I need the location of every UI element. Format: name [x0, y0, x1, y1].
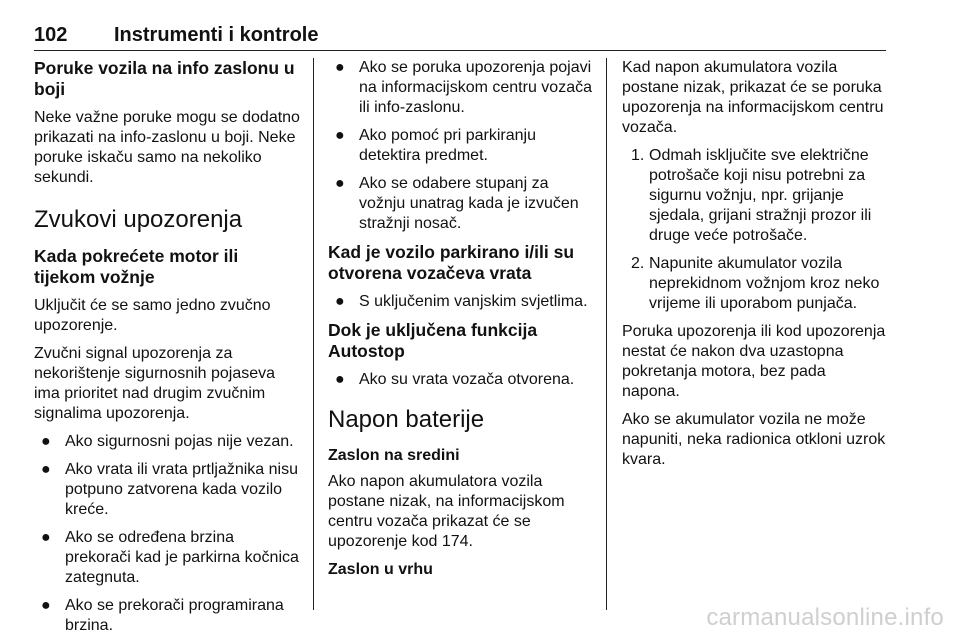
- page-header: [34, 10, 886, 51]
- bullet-icon: ●: [41, 461, 51, 478]
- paragraph-zvucni-signal: Zvučni signal upozorenja za nekorištenje sigurnosnih pojaseva ima prioritet nad drugim zvučnim signalima upozorenja.: [34, 345, 276, 422]
- bullet-list-parkirano: [328, 292, 592, 312]
- paragraph-zaslon-sredini: Ako napon akumulatora vozila postane nizak, na informacijskom centru vozača prikazat će se upozorenje kod 174.: [328, 473, 565, 550]
- list-item: [328, 58, 592, 118]
- step-number: 2.: [631, 255, 645, 272]
- column-1: [34, 58, 300, 644]
- list-item-text: Ako su vrata vozača otvorena.: [359, 371, 575, 388]
- heading-zaslon-vrhu: Zaslon u vrhu: [328, 561, 433, 578]
- heading-autostop: Dok je uključena funkcija Autostop: [328, 320, 538, 361]
- list-item: [34, 460, 300, 520]
- numbered-list: [622, 146, 886, 314]
- list-item-text: Ako se prekorači programirana brzina.: [65, 597, 284, 634]
- list-item: [34, 596, 300, 636]
- list-item-text: Napunite akumulator vozila neprekidnom vožnjom kroz neko vrijeme ili uporabom punjača.: [649, 255, 880, 312]
- watermark: carmanualsonline.info: [706, 604, 944, 631]
- bullet-icon: ●: [335, 127, 345, 144]
- column-divider-2: [606, 58, 607, 610]
- bullet-list-1: [34, 432, 300, 636]
- list-item: [328, 126, 592, 166]
- paragraph-radionica: Ako se akumulator vozila ne može napuniti, neka radionica otkloni uzrok kvara.: [622, 411, 886, 468]
- heading-napon-baterije: Napon baterije: [328, 406, 485, 433]
- column-3: [622, 58, 886, 478]
- list-item-text: Ako vrata ili vrata prtljažnika nisu potpuno zatvorena kada vozilo kreće.: [65, 461, 298, 518]
- column-divider-1: [313, 58, 314, 610]
- step-number: 1.: [631, 147, 645, 164]
- page-number: 102: [34, 24, 68, 46]
- bullet-icon: ●: [41, 433, 51, 450]
- paragraph-napon-intro: Kad napon akumulatora vozila postane nizak, prikazat će se poruka upozorenja na informacijskom centru vozača.: [622, 59, 884, 136]
- bullet-list-2: [328, 58, 592, 234]
- heading-vozilo-parkirano: Kad je vozilo parkirano i/ili su otvorena vozačeva vrata: [328, 242, 575, 283]
- bullet-icon: ●: [335, 175, 345, 192]
- list-item: [328, 292, 592, 312]
- list-item-text: Ako sigurnosni pojas nije vezan.: [65, 433, 294, 450]
- list-item: [622, 254, 886, 314]
- list-item-text: Ako se poruka upozorenja pojavi na informacijskom centru vozača ili info-zaslonu.: [359, 59, 592, 116]
- list-item: [34, 432, 300, 452]
- list-item-text: Ako pomoć pri parkiranju detektira predmet.: [359, 127, 536, 164]
- heading-kada-pokrecete: Kada pokrećete motor ili tijekom vožnje: [34, 246, 239, 287]
- heading-zvukovi-upozorenja: Zvukovi upozorenja: [34, 206, 243, 233]
- list-item-text: Odmah isključite sve električne potrošače koji nisu potrebni za sigurnu vožnju, npr. grijanje sjedala, grijani stražnji prozor ili druge veće potrošače.: [649, 147, 872, 244]
- list-item-text: Ako se odabere stupanj za vožnju unatrag kada je izvučen stražnji nosač.: [359, 175, 579, 232]
- list-item: [328, 370, 592, 390]
- bullet-icon: ●: [41, 597, 51, 614]
- list-item-text: Ako se određena brzina prekorači kad je parkirna kočnica zategnuta.: [65, 529, 299, 586]
- chapter-title: Instrumenti i kontrole: [114, 24, 319, 46]
- bullet-icon: ●: [41, 529, 51, 546]
- column-2: [328, 58, 592, 586]
- heading-poruke-vozila: Poruke vozila na info zaslonu u boji: [34, 58, 295, 99]
- bullet-icon: ●: [335, 59, 345, 76]
- list-item-text: S uključenim vanjskim svjetlima.: [359, 293, 588, 310]
- list-item: [328, 174, 592, 234]
- bullet-icon: ●: [335, 293, 345, 310]
- list-item: [34, 528, 300, 588]
- bullet-list-autostop: [328, 370, 592, 390]
- paragraph-nestat: Poruka upozorenja ili kod upozorenja nestat će nakon dva uzastopna pokretanja motora, bez pada napona.: [622, 323, 886, 400]
- bullet-icon: ●: [335, 371, 345, 388]
- paragraph-ukljucit: Uključit će se samo jedno zvučno upozorenje.: [34, 297, 271, 334]
- list-item: [622, 146, 886, 246]
- heading-zaslon-sredini: Zaslon na sredini: [328, 447, 460, 464]
- paragraph-poruke: Neke važne poruke mogu se dodatno prikazati na info-zaslonu u boji. Neke poruke iskaču samo na nekoliko sekundi.: [34, 109, 300, 186]
